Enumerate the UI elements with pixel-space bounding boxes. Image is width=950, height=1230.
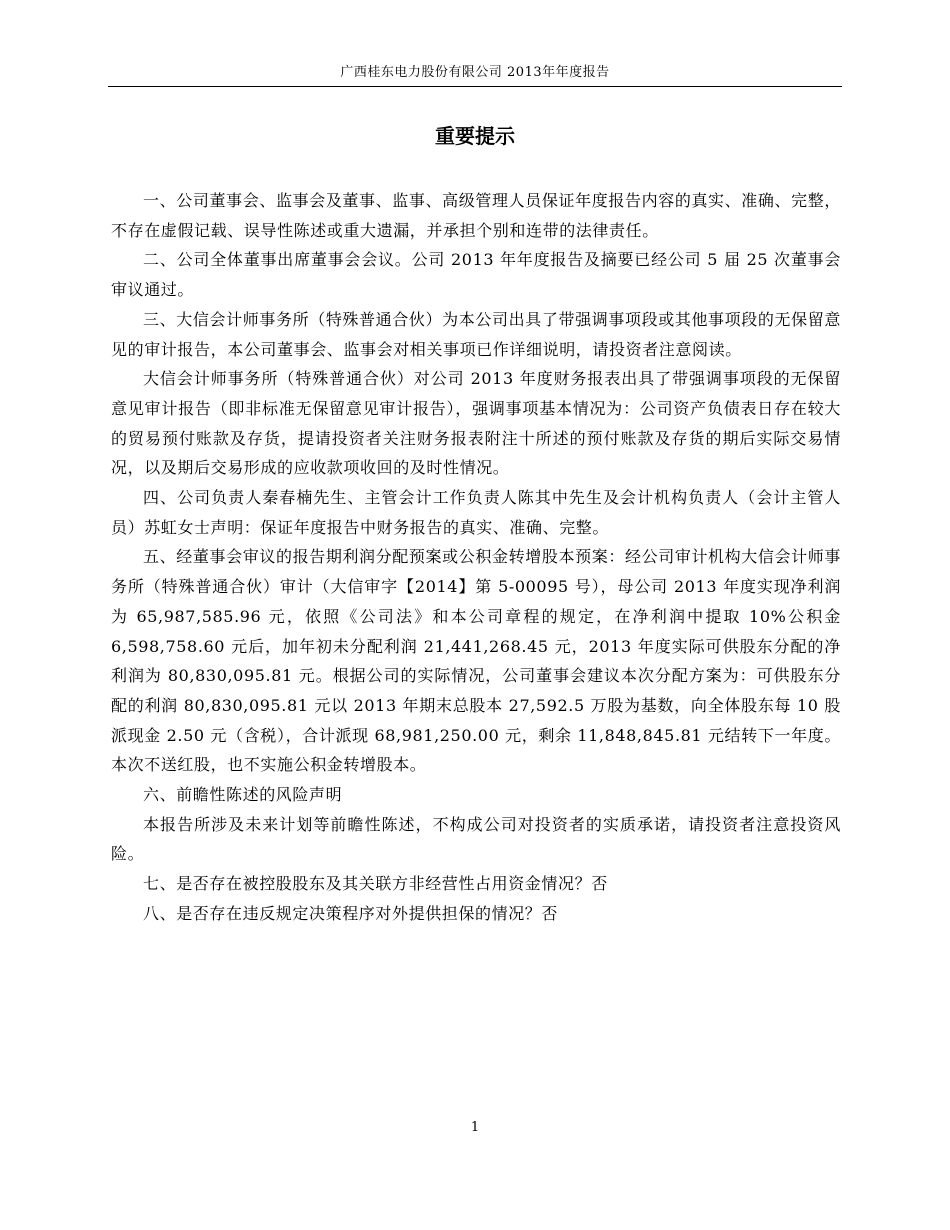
paragraph-profit-distribution: 五、经董事会审议的报告期利润分配预案或公积金转增股本预案：经公司审计机构大信会计师事务所（特殊普通合伙）审计（大信审字【2014】第 5-00095 号），母公司 2013 年度实现净利润为 65,987,585.96 元，依照《公司法》和本公司章程的规定，在净利润中提取 10%公积金 6,598,758.60 元后，加年初未分配利润 21,441,268.45 元，2013 年度实际可供股东分配的净利润为 80,830,095.81 元。根据公司的实际情况，公司董事会建议本次分配方案为：可供股东分配的利润 80,830,095.81 元以 2013 年期末总股本 27,592.5 万股为基数，向全体股东每 10 股派现金 2.50 元（含税），合计派现 68,981,250.00 元，剩余 11,848,845.81 元结转下一年度。本次不送红股，也不实施公积金转增股本。 — [111, 547, 841, 775]
paragraph-emphasis-matter: 大信会计师事务所（特殊普通合伙）对公司 2013 年度财务报表出具了带强调事项段的无保留意见审计报告（即非标准无保留意见审计报告），强调事项基本情况为：公司资产负债表日存在较大的贸易预付账款及存货，提请投资者关注财务报表附注十所述的预付账款及存货的期后实际交易情况，以及期后交易形成的应收款项收回的及时性情况。 — [111, 369, 841, 478]
paragraph-fund-occupation: 七、是否存在被控股股东及其关联方非经营性占用资金情况？否 — [143, 874, 608, 894]
document-body — [111, 186, 841, 929]
header-divider — [108, 86, 842, 87]
paragraph-officer-statement: 四、公司负责人秦春楠先生、主管会计工作负责人陈其中先生及会计机构负责人（会计主管人员）苏虹女士声明：保证年度报告中财务报告的真实、准确、完整。 — [111, 488, 841, 537]
paragraph-audit-opinion: 三、大信会计师事务所（特殊普通合伙）为本公司出具了带强调事项段或其他事项段的无保留意见的审计报告，本公司董事会、监事会对相关事项已作详细说明，请投资者注意阅读。 — [111, 309, 841, 359]
paragraph-risk-statement: 本报告所涉及未来计划等前瞻性陈述，不构成公司对投资者的实质承诺，请投资者注意投资风险。 — [111, 814, 841, 864]
running-header: 广西桂东电力股份有限公司 2013年年度报告 — [340, 65, 610, 80]
paragraph-board-guarantee: 一、公司董事会、监事会及董事、监事、高级管理人员保证年度报告内容的真实、准确、完整，不存在虚假记载、误导性陈述或重大遗漏，并承担个别和连带的法律责任。 — [111, 191, 841, 240]
page-number: 1 — [470, 1120, 480, 1135]
page-title: 重要提示 — [435, 124, 515, 148]
paragraph-board-attendance: 二、公司全体董事出席董事会会议。公司 2013 年年度报告及摘要已经公司 5 届 25 次董事会审议通过。 — [111, 250, 841, 300]
paragraph-risk-heading: 六、前瞻性陈述的风险声明 — [143, 785, 343, 805]
paragraph-guarantee-violation: 八、是否存在违反规定决策程序对外提供担保的情况？否 — [143, 903, 559, 923]
